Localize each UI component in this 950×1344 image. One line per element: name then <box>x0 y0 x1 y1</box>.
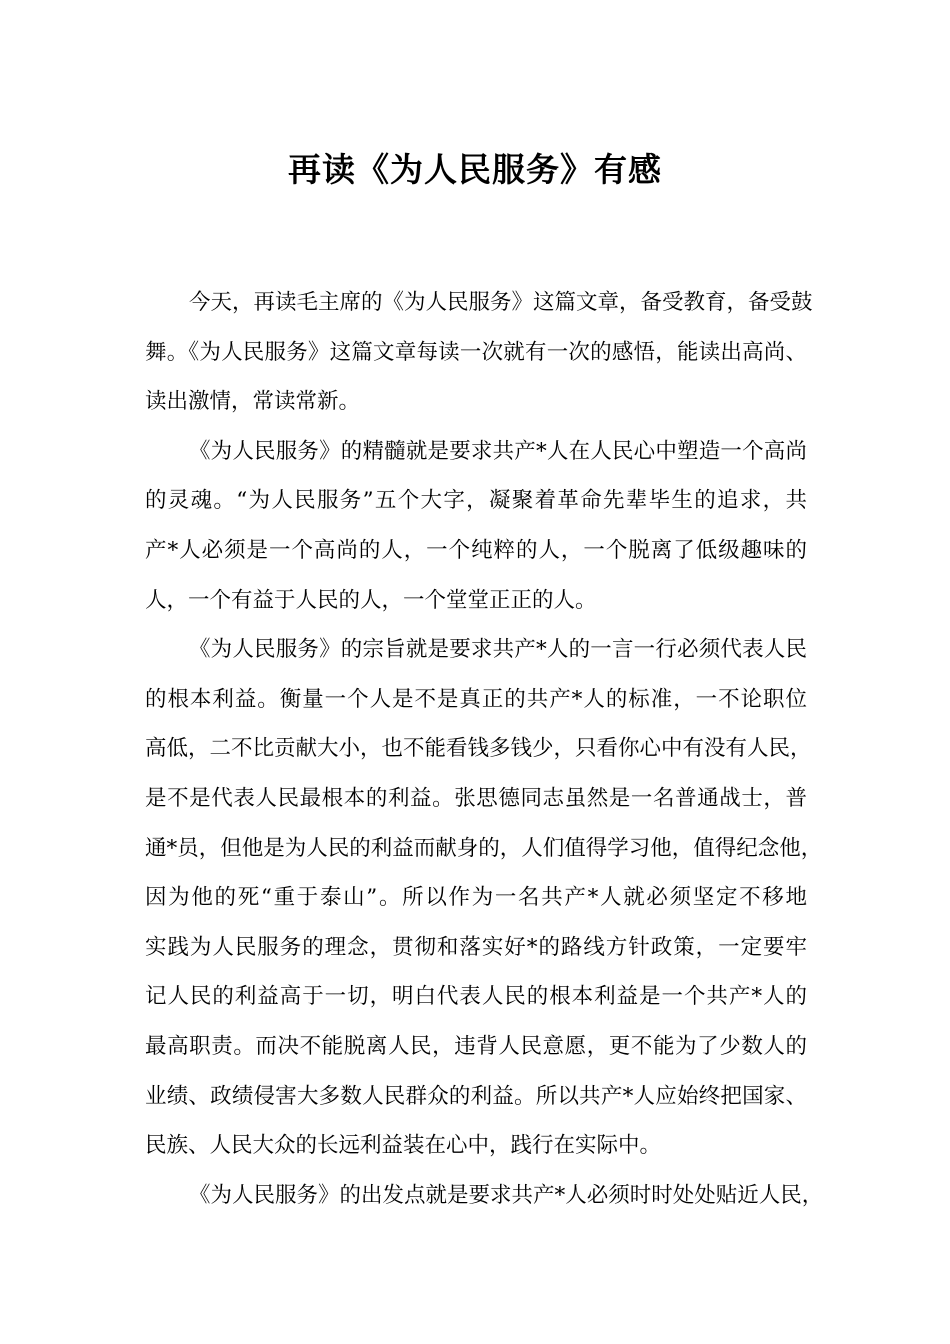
paragraph-line: 的根本利益。衡量一个人是不是真正的共产*人的标准，一不论职位 <box>145 686 807 712</box>
paragraph-line: 民族、人民大众的长远利益装在心中，践行在实际中。 <box>145 1133 662 1159</box>
paragraph-line: 《为人民服务》的精髓就是要求共产*人在人民心中塑造一个高尚 <box>189 438 807 464</box>
paragraph-line: 舞。《为人民服务》这篇文章每读一次就有一次的感悟，能读出高尚、 <box>145 339 807 365</box>
paragraph-line: 高低，二不比贡献大小，也不能看钱多钱少，只看你心中有没有人民， <box>145 736 812 762</box>
paragraph-line: 《为人民服务》的宗旨就是要求共产*人的一言一行必须代表人民 <box>189 637 807 663</box>
paragraph <box>145 625 823 1171</box>
paragraph <box>145 427 807 625</box>
paragraph-line: 业绩、政绩侵害大多数人民群众的利益。所以共产*人应始终把国家、 <box>145 1083 807 1109</box>
document-body <box>145 278 824 1220</box>
paragraph-line: 实践为人民服务的理念，贯彻和落实好*的路线方针政策，一定要牢 <box>145 934 807 960</box>
paragraph-line: 记人民的利益高于一切，明白代表人民的根本利益是一个共产*人的 <box>145 984 807 1010</box>
paragraph-line: 人，一个有益于人民的人，一个堂堂正正的人。 <box>145 587 597 613</box>
paragraph <box>145 1171 824 1221</box>
paragraph-line: 读出激情，常读常新。 <box>145 389 361 415</box>
paragraph-line: 最高职责。而决不能脱离人民，违背人民意愿，更不能为了少数人的 <box>145 1033 807 1059</box>
paragraph-line: 产*人必须是一个高尚的人，一个纯粹的人，一个脱离了低级趣味的 <box>145 537 807 563</box>
paragraph-line: 是不是代表人民最根本的利益。张思德同志虽然是一名普通战士，普 <box>145 785 807 811</box>
document-title: 再读《为人民服务》有感 <box>288 150 662 189</box>
paragraph-line: 的灵魂。“为人民服务”五个大字，凝聚着革命先辈毕生的追求，共 <box>145 488 807 514</box>
paragraph-line: 通*员，但他是为人民的利益而献身的，人们值得学习他，值得纪念他， <box>145 835 823 861</box>
paragraph-line: 今天，再读毛主席的《为人民服务》这篇文章，备受教育，备受鼓 <box>189 290 813 315</box>
paragraph-line: 《为人民服务》的出发点就是要求共产*人必须时时处处贴近人民， <box>189 1182 824 1208</box>
paragraph <box>145 278 813 427</box>
paragraph-line: 因为他的死“重于泰山”。所以作为一名共产*人就必须坚定不移地 <box>145 885 807 911</box>
